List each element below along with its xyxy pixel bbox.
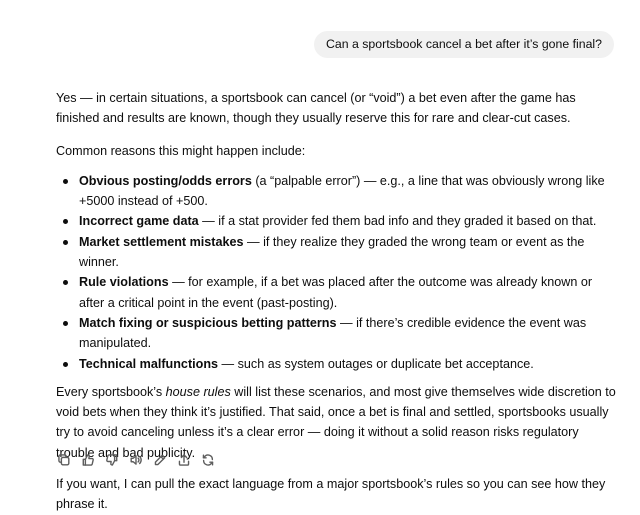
reason-text: — if they realize they graded the wrong team or event as the winner. (79, 234, 585, 270)
response-action-bar (55, 451, 217, 469)
list-item (56, 232, 616, 273)
house-rules-post: will list these scenarios, and most give themselves wide discretion to void bets when they think it’s justified. That said, once a bet is final and settled, sportsbooks usually try to avoid canceling unless it’s a clear error — doing it without a solid reason risks regulatory trouble and bad publicity. (56, 384, 616, 460)
edit-icon[interactable] (151, 451, 169, 469)
user-message-bubble: Can a sportsbook cancel a bet after it’s gone final? (314, 31, 614, 58)
reason-title: Technical malfunctions (79, 356, 219, 371)
reasons-list (56, 171, 616, 374)
reason-title: Market settlement mistakes (79, 234, 244, 249)
share-icon[interactable] (175, 451, 193, 469)
list-item (56, 211, 616, 231)
reason-title: Rule violations (79, 275, 169, 290)
reason-text: — if there’s credible evidence the event was manipulated. (79, 315, 587, 351)
reason-text: — for example, if a bet was placed after the outcome was already known or after a critical point in the event (past-posting). (79, 275, 593, 310)
thumbs-down-icon[interactable] (103, 451, 121, 469)
copy-icon[interactable] (55, 451, 73, 469)
list-item (56, 272, 616, 313)
closing-paragraph: If you want, I can pull the exact language from a major sportsbook’s rules so you can see how they phrase it. (56, 477, 606, 512)
reason-text: — such as system outages or duplicate bet acceptance. (218, 356, 534, 371)
reason-text: — if a stat provider fed them bad info and they graded it based on that. (198, 214, 597, 229)
list-item (56, 313, 616, 354)
response-intro: Yes — in certain situations, a sportsbook can cancel (or “void”) a bet even after the game has finished and results are known, though they usually reserve this for rare and clear-cut cases. (56, 91, 576, 126)
reason-title: Incorrect game data (79, 214, 199, 229)
reason-text: (a “palpable error”) — e.g., a line that was obviously wrong like +5000 instead of +500. (79, 173, 605, 209)
list-item (56, 354, 616, 374)
house-rules-pre: Every sportsbook’s (56, 384, 166, 399)
house-rules-emphasis: house rules (165, 384, 231, 399)
reasons-heading: Common reasons this might happen include: (56, 143, 306, 158)
reason-title: Match fixing or suspicious betting patterns (79, 315, 337, 330)
reason-title: Obvious posting/odds errors (79, 173, 252, 188)
thumbs-up-icon[interactable] (79, 451, 97, 469)
list-item (56, 171, 616, 212)
speaker-icon[interactable] (127, 451, 145, 469)
regenerate-icon[interactable] (199, 451, 217, 469)
